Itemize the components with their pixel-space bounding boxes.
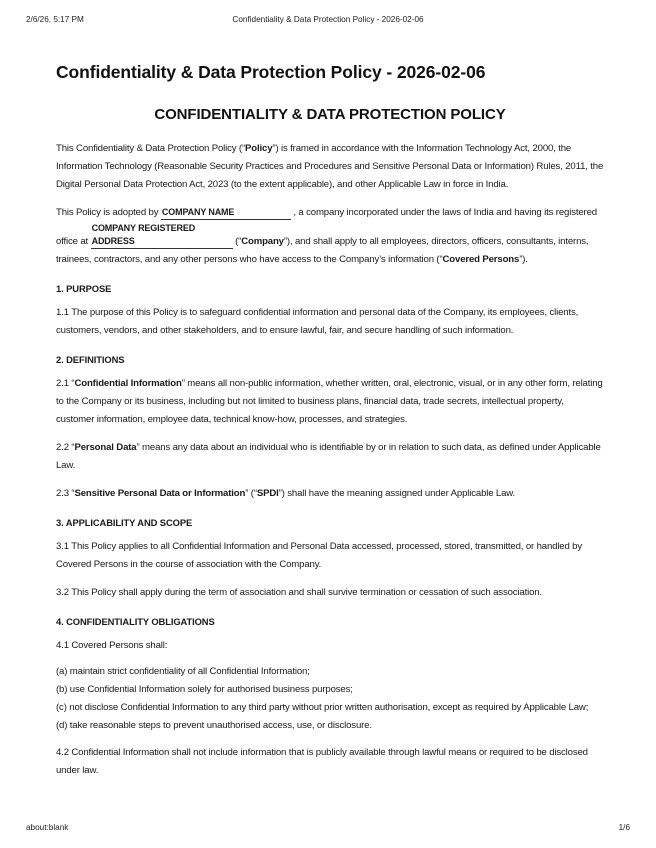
policy-heading: CONFIDENTIALITY & DATA PROTECTION POLICY [154,106,506,123]
page-number: 1/6 [618,823,630,832]
clause-2-3-post: ”) shall have the meaning assigned under Applicable Law. [278,488,516,499]
defined-term-spdi: SPDI [256,488,279,499]
clause-2-3 [56,485,604,503]
clause-4-1: 4.1 Covered Persons shall: [56,640,168,651]
print-footer [26,823,630,835]
clause-4-2: 4.2 Confidential Information shall not include information that is publicly available through lawful means or required to be disclosed under law. [56,747,588,776]
clause-2-1-post: ” means all non-public information, whether written, oral, electronic, visual, or in any other form, relating to the Company or its business, including but not limited to business plans, financial data, trade secrets, intellectual property, customer information, employee data, technical know-how, processes, and strategies. [56,378,603,425]
intro-p1-post: ”) is framed in accordance with the Information Technology Act, 2000, the Information Technology (Reasonable Security Practices and Procedures and Sensitive Personal Data or Information) Rules, 2011, the Digital Personal Data Protection Act, 2023 (to the extent applicable), and other Applicable Law in force in India. [56,143,604,190]
clause-2-1-pre: 2.1 “ [56,378,75,389]
defined-term-spdi-full: Sensitive Personal Data or Information [74,488,246,499]
clause-3-1: 3.1 This Policy applies to all Confidential Information and Personal Data accessed, processed, stored, transmitted, or handled by Covered Persons in the course of association with the Company. [56,541,583,570]
document-title: Confidentiality & Data Protection Policy - 2026-02-06 [56,62,486,82]
clause-2-2-post: ” means any data about an individual who is identifiable by or in relation to such data, as defined under Applicable Law. [56,442,601,471]
clause-1-1: 1.1 The purpose of this Policy is to safeguard confidential information and personal data of the Company, its employees, clients, customers, vendors, and other stakeholders, and to ensure lawful, fair, and secure handling of such information. [56,307,579,336]
list-item: (c) not disclose Confidential Information to any third party without prior written authorisation, except as required by Applicable Law; [56,702,589,713]
list-item: (b) use Confidential Information solely for authorised business purposes; [56,684,353,695]
defined-term-policy: Policy [245,143,273,154]
clause-2-2 [56,439,604,475]
intro-paragraph-1 [56,140,604,194]
clause-2-2-pre: 2.2 “ [56,442,75,453]
list-item: (a) maintain strict confidentiality of all Confidential Information; [56,666,310,677]
intro-p2-d: ”), and shall apply to all employees, directors, officers, consultants, interns, trainees, contractors, and any other persons who have access to the Company’s information (“ [56,236,589,265]
section-heading-definitions: 2. DEFINITIONS [56,354,125,365]
company-name-field[interactable]: COMPANY NAME [161,206,291,220]
obligations-list [56,663,604,735]
print-header-title: Confidentiality & Data Protection Policy - 2026-02-06 [232,15,424,24]
clause-2-1 [56,375,604,429]
intro-paragraph-2 [56,204,604,269]
section-heading-applicability: 3. APPLICABILITY AND SCOPE [56,517,193,528]
list-item: (d) take reasonable steps to prevent unauthorised access, use, or disclosure. [56,720,372,731]
defined-term-company: Company [241,236,284,247]
section-heading-purpose: 1. PURPOSE [56,283,112,294]
intro-p2-c: (“ [232,236,242,247]
intro-p1-pre: This Confidentiality & Data Protection Policy (“ [56,143,246,154]
clause-2-3-mid: ” (“ [245,488,257,499]
defined-term-covered-persons: Covered Persons [442,254,520,265]
print-footer-url: about:blank [26,823,69,832]
defined-term-confidential-information: Confidential Information [74,378,182,389]
intro-p2-a: This Policy is adopted by [56,207,161,218]
company-address-field[interactable]: COMPANY REGISTERED ADDRESS [91,222,233,249]
intro-p2-e: ”). [519,254,528,265]
print-header [26,15,630,27]
print-datetime: 2/6/26, 5:17 PM [26,15,84,24]
section-heading-obligations: 4. CONFIDENTIALITY OBLIGATIONS [56,616,215,627]
clause-2-3-pre: 2.3 “ [56,488,75,499]
document-body [56,60,604,780]
defined-term-personal-data: Personal Data [74,442,137,453]
clause-3-2: 3.2 This Policy shall apply during the term of association and shall survive termination or cessation of such association. [56,587,542,598]
intro-p2-b: , a company incorporated under the laws of India and having its registered office at [56,207,597,247]
